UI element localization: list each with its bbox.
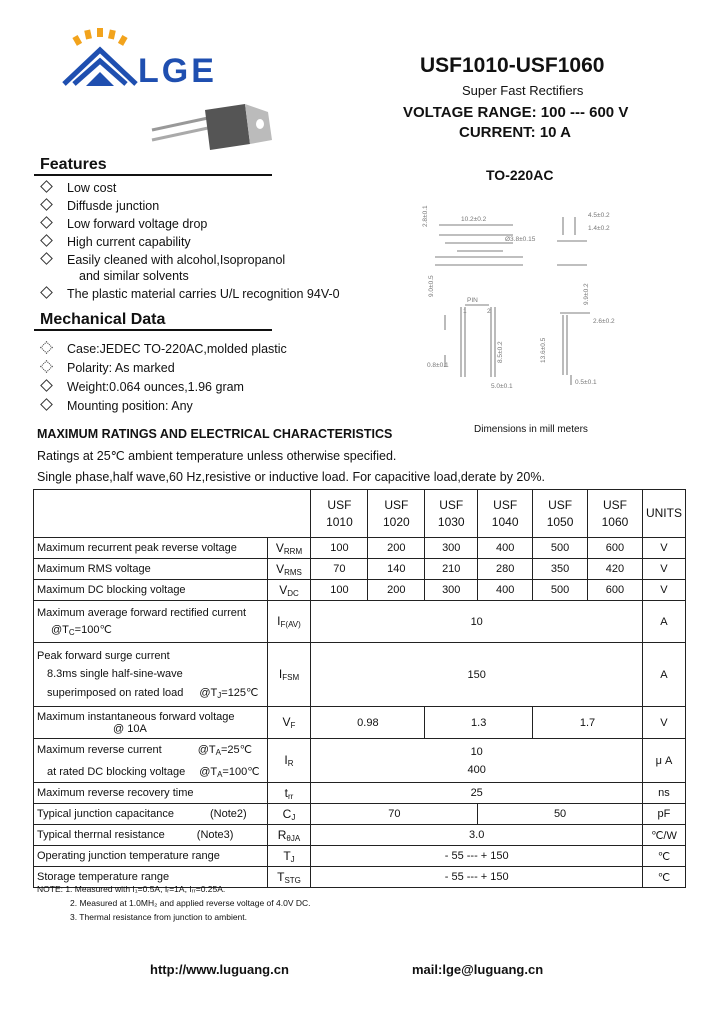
table-row: [34, 601, 686, 643]
cell-unit: pF: [642, 804, 685, 825]
feature-text: Low forward voltage drop: [67, 217, 208, 231]
param-symbol: $I_{F(AV)}$: [267, 601, 311, 643]
table-row: [34, 538, 686, 559]
svg-text:1.4±0.2: 1.4±0.2: [588, 225, 610, 232]
cell-unit: V: [642, 580, 685, 601]
param-label: Maximum DC blocking voltage: [34, 580, 268, 601]
model-label: USF 1040: [491, 497, 519, 529]
header-model: [311, 490, 368, 538]
header-units: UNITS: [642, 490, 685, 538]
model-label: USF 1060: [601, 497, 629, 529]
cell-value: - 55 --- + 150: [311, 846, 642, 867]
param-label: Maximum recurrent peak reverse voltage: [34, 538, 268, 559]
table-row: [34, 707, 686, 739]
param-symbol: $V_{RMS}$: [267, 559, 311, 580]
ratings-condition-1: Ratings at 25℃ ambient temperature unless otherwise specified.: [37, 449, 397, 463]
bullet-icon: [40, 341, 53, 354]
cell-value: 600: [588, 538, 643, 559]
cell-value: 200: [368, 580, 425, 601]
param-symbol: $V_F$: [267, 707, 311, 739]
cell-unit: ℃/W: [642, 825, 685, 846]
cell-value: 10: [311, 601, 642, 643]
current-rating: CURRENT: 10 A: [459, 124, 571, 141]
ratings-heading: MAXIMUM RATINGS AND ELECTRICAL CHARACTERISTICS: [37, 427, 393, 441]
mechanical-list: [42, 341, 287, 417]
param-symbol: $I_{FSM}$: [267, 643, 311, 707]
cell-unit: ns: [642, 783, 685, 804]
bullet-icon: [40, 234, 53, 247]
mechanical-text: Case:JEDEC TO-220AC,molded plastic: [67, 342, 287, 356]
param-symbol: $T_{STG}$: [267, 867, 311, 888]
package-name: TO-220AC: [486, 167, 554, 183]
param-label-line: 8.3ms single half-sine-wave: [47, 667, 183, 680]
param-label: [34, 739, 268, 783]
cell-unit: A: [642, 601, 685, 643]
feature-item: [42, 198, 340, 216]
cell-unit: A: [642, 643, 685, 707]
svg-text:0.8±0.1: 0.8±0.1: [427, 362, 449, 369]
part-number-title: USF1010-USF1060: [420, 54, 605, 77]
param-label: [34, 601, 268, 643]
ratings-table: [33, 489, 686, 888]
mechanical-text: Mounting position: Any: [67, 399, 193, 413]
features-heading: Features: [40, 156, 107, 173]
svg-text:5.0±0.1: 5.0±0.1: [491, 383, 513, 390]
ratings-condition-2: Single phase,half wave,60 Hz,resistive or inductive load. For capacitive load,derate by 20%.: [37, 470, 545, 484]
bullet-icon: [40, 398, 53, 411]
cell-value: 140: [368, 559, 425, 580]
model-label: USF 1010: [326, 497, 353, 529]
param-label: [34, 707, 268, 739]
param-symbol: $R_{\theta JA}$: [267, 825, 311, 846]
dimension-drawing: [405, 195, 650, 405]
svg-text:4.5±0.2: 4.5±0.2: [588, 212, 610, 219]
cell-value: 280: [478, 559, 533, 580]
param-label-line: Peak forward surge current: [37, 649, 170, 662]
svg-text:13.6±0.5: 13.6±0.5: [540, 337, 547, 363]
svg-text:9.0±0.5: 9.0±0.5: [428, 275, 435, 297]
table-row: [34, 643, 686, 707]
cell-value: 400: [478, 580, 533, 601]
cell-value: 500: [533, 580, 588, 601]
product-subtitle: Super Fast Rectifiers: [462, 83, 584, 98]
cell-unit: V: [642, 707, 685, 739]
svg-text:0.5±0.1: 0.5±0.1: [575, 379, 597, 386]
cell-value: [311, 739, 642, 783]
feature-text: The plastic material carries U/L recognition 94V-0: [67, 287, 340, 301]
param-label: Operating junction temperature range: [34, 846, 268, 867]
svg-text:2: 2: [487, 308, 491, 315]
svg-text:8.5±0.2: 8.5±0.2: [497, 341, 504, 363]
feature-item: [42, 286, 340, 304]
cell-value: - 55 --- + 150: [311, 867, 642, 888]
param-label: Storage temperature range: [34, 867, 268, 888]
mechanical-rule: [34, 329, 272, 331]
param-label: Maximum reverse recovery time: [34, 783, 268, 804]
cell-unit: V: [642, 538, 685, 559]
table-row: [34, 739, 686, 783]
cell-value: 350: [533, 559, 588, 580]
feature-text: and similar solvents: [79, 269, 189, 283]
header-model: [425, 490, 478, 538]
website-link[interactable]: http://www.luguang.cn: [150, 962, 289, 977]
cell-unit: ℃: [642, 846, 685, 867]
mechanical-item: [42, 360, 287, 379]
mechanical-item: [42, 341, 287, 360]
feature-text: Diffusde junction: [67, 199, 160, 213]
brand-name: LGE: [138, 52, 217, 90]
param-symbol: $V_{DC}$: [267, 580, 311, 601]
table-row: [34, 804, 686, 825]
param-label-line: superimposed on rated load $@T_J=125℃$: [47, 686, 259, 700]
cell-value: 420: [588, 559, 643, 580]
cell-value: 150: [311, 643, 642, 707]
cell-value: 70: [311, 559, 368, 580]
voltage-range: VOLTAGE RANGE: 100 --- 600 V: [403, 104, 629, 121]
param-label-line: at rated DC blocking voltage $@T_A=100℃$: [47, 765, 260, 779]
feature-item-continued: [42, 268, 340, 286]
features-rule: [34, 174, 272, 176]
dimensions-caption: Dimensions in mill meters: [474, 424, 588, 435]
bullet-icon: [40, 286, 53, 299]
feature-item: [42, 252, 340, 268]
param-symbol: $C_J$: [267, 804, 311, 825]
cell-value: 50: [478, 804, 643, 825]
header-model: [588, 490, 643, 538]
feature-text: Easily cleaned with alcohol,Isopropanol: [67, 253, 286, 267]
cell-value: 100: [311, 538, 368, 559]
cell-value: 300: [425, 538, 478, 559]
svg-text:PIN: PIN: [467, 297, 478, 304]
cell-value: 400: [478, 538, 533, 559]
cell-value: 100: [311, 580, 368, 601]
param-condition: @ 10A: [113, 722, 147, 735]
features-list: [42, 180, 340, 304]
cell-value: 1.3: [425, 707, 533, 739]
cell-value: 300: [425, 580, 478, 601]
model-label: USF 1050: [546, 497, 574, 529]
dimension-labels: [422, 205, 615, 390]
note-3: 3. Thermal resistance from junction to ambient.: [70, 912, 248, 922]
note-1: NOTE: 1. Measured with I₁=0.5A, Iᵣ=1A, Iᵣᵣ=0.25A.: [37, 884, 226, 894]
bullet-icon: [40, 180, 53, 193]
cell-value-line: 400: [467, 763, 486, 776]
cell-value: 500: [533, 538, 588, 559]
table-row: [34, 846, 686, 867]
mechanical-item: [42, 398, 287, 417]
cell-value: 25: [311, 783, 642, 804]
mechanical-heading: Mechanical Data: [40, 311, 166, 328]
bullet-icon: [40, 360, 53, 373]
svg-text:2.8±0.1: 2.8±0.1: [422, 205, 429, 227]
param-symbol: $T_J$: [267, 846, 311, 867]
cell-unit: μ A: [642, 739, 685, 783]
cell-value: 70: [311, 804, 478, 825]
cell-value: 1.7: [533, 707, 643, 739]
svg-text:2.6±0.2: 2.6±0.2: [593, 318, 615, 325]
mechanical-text: Weight:0.064 ounces,1.96 gram: [67, 380, 244, 394]
param-label: Maximum RMS voltage: [34, 559, 268, 580]
bullet-icon: [40, 198, 53, 211]
param-label-line: Maximum instantaneous forward voltage: [37, 710, 235, 723]
table-row: [34, 783, 686, 804]
param-label: [34, 643, 268, 707]
email-link[interactable]: mail:lge@luguang.cn: [412, 962, 544, 977]
header-model: [368, 490, 425, 538]
param-symbol: $V_{RRM}$: [267, 538, 311, 559]
cell-value: 600: [588, 580, 643, 601]
mechanical-text: Polarity: As marked: [67, 361, 175, 375]
bullet-icon: [40, 379, 53, 392]
package-illustration: [150, 100, 280, 160]
header-model: [478, 490, 533, 538]
param-condition: $@T_C=100℃$: [51, 623, 112, 637]
cell-unit: V: [642, 559, 685, 580]
table-header-row: [34, 490, 686, 538]
cell-value: 0.98: [311, 707, 425, 739]
feature-item: [42, 234, 340, 252]
header-blank: [34, 490, 311, 538]
feature-item: [42, 216, 340, 234]
table-row: [34, 580, 686, 601]
param-label: Typical therrnal resistance (Note3): [34, 825, 268, 846]
param-label: Typical junction capacitance (Note2): [34, 804, 268, 825]
cell-unit: ℃: [642, 867, 685, 888]
table-row: [34, 559, 686, 580]
cell-value: 200: [368, 538, 425, 559]
feature-text: Low cost: [67, 181, 117, 195]
cell-value: 210: [425, 559, 478, 580]
model-label: USF 1020: [382, 497, 410, 529]
table-row: [34, 825, 686, 846]
header-model: [533, 490, 588, 538]
param-symbol: $I_R$: [267, 739, 311, 783]
model-label: USF 1030: [437, 497, 465, 529]
feature-text: High current capability: [67, 235, 191, 249]
svg-text:1: 1: [463, 308, 467, 315]
param-symbol: $t_{rr}$: [267, 783, 311, 804]
bullet-icon: [40, 216, 53, 229]
param-label-line: Maximum reverse current $@T_A=25℃$: [37, 743, 252, 757]
svg-text:9.9±0.2: 9.9±0.2: [583, 283, 590, 305]
svg-text:10.2±0.2: 10.2±0.2: [461, 216, 487, 223]
mechanical-item: [42, 379, 287, 398]
note-2: 2. Measured at 1.0MH₂ and applied reverse voltage of 4.0V DC.: [70, 898, 311, 908]
feature-item: [42, 180, 340, 198]
cell-value: 3.0: [311, 825, 642, 846]
cell-value-line: 10: [470, 745, 483, 758]
bullet-icon: [40, 252, 53, 265]
svg-text:Ø3.8±0.15: Ø3.8±0.15: [505, 236, 536, 243]
param-label-line: Maximum average forward rectified current: [37, 606, 247, 619]
